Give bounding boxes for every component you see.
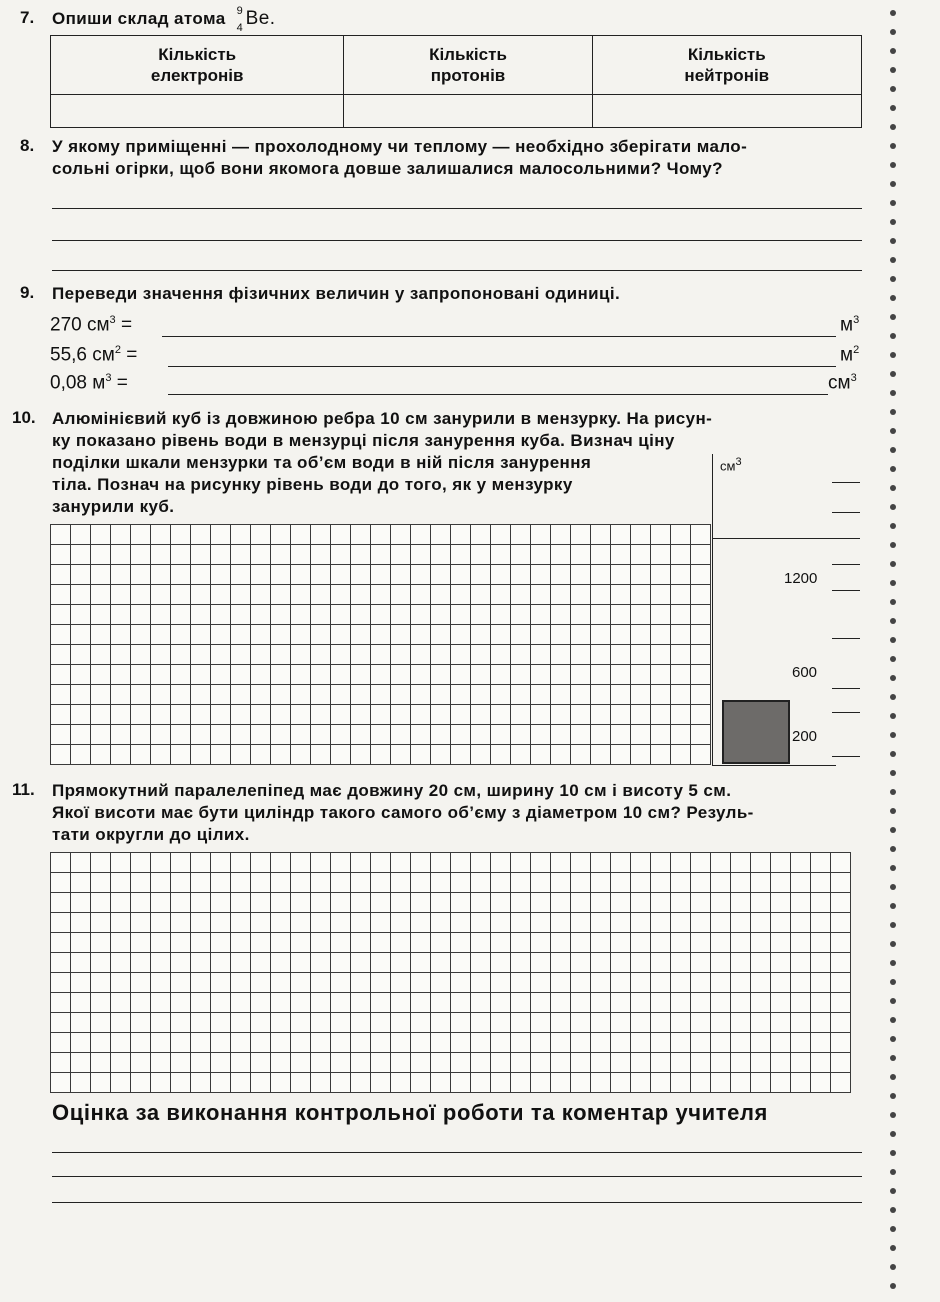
conversion-3: 0,08 $м^3$ = (50, 372, 128, 394)
binding-hole (890, 1036, 896, 1042)
conversion-1: 270 $см^3$ = (50, 314, 133, 336)
atom-composition-table (50, 35, 862, 128)
scale-tick (832, 564, 860, 565)
conversion-1-answer-line[interactable] (162, 336, 836, 337)
binding-hole (890, 732, 896, 738)
binding-hole (890, 48, 896, 54)
scale-tick (832, 638, 860, 639)
binding-hole (890, 1150, 896, 1156)
binding-hole (890, 656, 896, 662)
comment-line[interactable] (52, 1202, 862, 1203)
conversion-2-answer-line[interactable] (168, 366, 836, 367)
header-electrons: Кількість електронів (51, 36, 344, 95)
answer-protons-cell[interactable] (344, 95, 592, 128)
binding-hole (890, 846, 896, 852)
binding-hole (890, 675, 896, 681)
binding-hole (890, 295, 896, 301)
aluminum-cube (722, 700, 790, 764)
conversion-1-unit: $м^3$ (840, 314, 860, 336)
binding-hole (890, 542, 896, 548)
binding-hole (890, 637, 896, 643)
answer-electrons-cell[interactable] (51, 95, 344, 128)
comment-line[interactable] (52, 1176, 862, 1177)
mass-number: 9 (236, 5, 244, 17)
binding-hole (890, 1112, 896, 1118)
binding-hole (890, 200, 896, 206)
scale-tick (832, 482, 860, 483)
binding-hole (890, 390, 896, 396)
binding-hole (890, 998, 896, 1004)
binding-hole (890, 523, 896, 529)
scale-label-200: 200 (792, 728, 818, 745)
scale-tick (832, 512, 860, 513)
binding-hole (890, 276, 896, 282)
q7-prompt: Опиши склад атома (52, 9, 226, 28)
binding-hole (890, 1245, 896, 1251)
binding-hole (890, 827, 896, 833)
binding-hole (890, 485, 896, 491)
binding-hole (890, 238, 896, 244)
cylinder-wall (712, 454, 713, 766)
q11-number: 11. (12, 780, 35, 799)
binding-hole (890, 333, 896, 339)
binding-hole (890, 1055, 896, 1061)
binding-hole (890, 219, 896, 225)
binding-hole (890, 713, 896, 719)
spiral-binding (882, 0, 904, 1302)
binding-hole (890, 124, 896, 130)
answer-neutrons-cell[interactable] (592, 95, 861, 128)
binding-hole (890, 143, 896, 149)
binding-hole (890, 789, 896, 795)
binding-hole (890, 1207, 896, 1213)
conversion-3-answer-line[interactable] (168, 394, 828, 395)
q9-text: Переведи значення фізичних величин у запропоновані одиниці. (52, 284, 621, 303)
scale-tick (832, 756, 860, 757)
q7-number: 7. (20, 8, 35, 27)
binding-hole (890, 1131, 896, 1137)
header-neutrons: Кількість нейтронів (592, 36, 861, 95)
binding-hole (890, 1169, 896, 1175)
cylinder-unit-label: $см^3$ (720, 456, 742, 474)
binding-hole (890, 580, 896, 586)
binding-hole (890, 447, 896, 453)
measuring-cylinder (712, 454, 860, 766)
binding-hole (890, 618, 896, 624)
header-protons: Кількість протонів (344, 36, 592, 95)
binding-hole (890, 1264, 896, 1270)
binding-hole (890, 903, 896, 909)
binding-hole (890, 960, 896, 966)
binding-hole (890, 599, 896, 605)
scale-tick (832, 688, 860, 689)
binding-hole (890, 428, 896, 434)
binding-hole (890, 922, 896, 928)
comment-line[interactable] (52, 1152, 862, 1153)
binding-hole (890, 808, 896, 814)
water-level-line (712, 538, 860, 539)
binding-hole (890, 466, 896, 472)
binding-hole (890, 10, 896, 16)
binding-hole (890, 751, 896, 757)
atomic-number: 4 (236, 22, 244, 34)
q7-end: . (269, 8, 276, 29)
q7-text (52, 5, 276, 34)
scale-label-600: 600 (792, 664, 818, 681)
binding-hole (890, 1226, 896, 1232)
binding-hole (890, 561, 896, 567)
binding-hole (890, 1074, 896, 1080)
binding-hole (890, 371, 896, 377)
binding-hole (890, 979, 896, 985)
q9-number: 9. (20, 283, 35, 302)
q8-answer-line[interactable] (52, 240, 862, 241)
atom-notation (236, 5, 270, 34)
teacher-comment-title: Оцінка за виконання контрольної роботи та коментар учителя (52, 1100, 768, 1125)
binding-hole (890, 1283, 896, 1289)
q8-answer-line[interactable] (52, 208, 862, 209)
conversion-2: 55,6 $см^2$ = (50, 344, 138, 366)
binding-hole (890, 865, 896, 871)
binding-hole (890, 86, 896, 92)
binding-hole (890, 1188, 896, 1194)
q10-number: 10. (12, 408, 36, 427)
binding-hole (890, 181, 896, 187)
binding-hole (890, 257, 896, 263)
binding-hole (890, 67, 896, 73)
binding-hole (890, 694, 896, 700)
binding-hole (890, 770, 896, 776)
binding-hole (890, 941, 896, 947)
scale-tick (832, 712, 860, 713)
q11-text: Прямокутний паралелепіпед має довжину 20 см, ширину 10 см і висоту 5 см. Якої висоти має бути циліндр такого самого об’єму з діаметром 10 см? Резуль- тати округли до цілих. (52, 781, 754, 844)
binding-hole (890, 352, 896, 358)
q8-text: У якому приміщенні — прохолодному чи теплому — необхідно зберігати мало- сольні огірки, щоб вони якомога довше залишалися малосольними? Чому? (52, 137, 748, 178)
binding-hole (890, 504, 896, 510)
binding-hole (890, 162, 896, 168)
scale-tick (832, 590, 860, 591)
binding-hole (890, 1017, 896, 1023)
binding-hole (890, 314, 896, 320)
q11-work-grid[interactable] (50, 852, 851, 1093)
q8-number: 8. (20, 136, 35, 155)
binding-hole (890, 29, 896, 35)
q10-work-grid[interactable] (50, 524, 711, 765)
binding-hole (890, 105, 896, 111)
element-symbol: Be (245, 8, 270, 29)
q8-answer-line[interactable] (52, 270, 862, 271)
conversion-2-unit: $м^2$ (840, 344, 860, 366)
scale-label-1200: 1200 (784, 570, 818, 587)
cylinder-bottom (712, 765, 836, 766)
binding-hole (890, 1093, 896, 1099)
binding-hole (890, 409, 896, 415)
q10-text: Алюмінієвий куб із довжиною ребра 10 см занурили в мензурку. На рисун- ку показано рівень води в мензурці після занурення куба. Визнач ціну поділки шкали мензурки та об’єм води в ній після занурення тіла. Познач на рисунку рівень води до того, як у мензурку занурили куб. (52, 409, 713, 516)
conversion-3-unit: $см^3$ (828, 372, 857, 394)
binding-hole (890, 884, 896, 890)
